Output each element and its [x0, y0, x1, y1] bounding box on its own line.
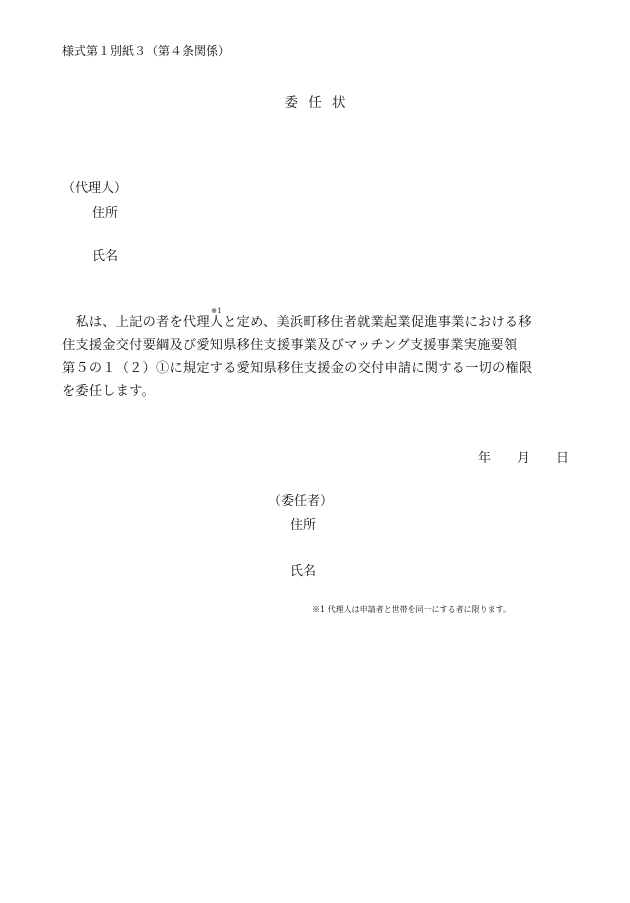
principal-address-label: 住所 — [290, 518, 317, 533]
statement-line-1 — [62, 307, 572, 334]
delegation-statement — [62, 307, 572, 403]
footnote-anchor-char: 人 — [209, 315, 224, 330]
principal-label: （委任者） — [268, 494, 334, 509]
footnote-anchor — [209, 307, 224, 334]
title-char-2: 任 — [308, 95, 322, 111]
agent-name-label: 氏名 — [92, 249, 119, 264]
footnote: ※1 代理人は申請者と世帯を同一にする者に限ります。 — [312, 605, 511, 614]
date-day-label: 日 — [556, 451, 570, 466]
agent-label: （代理人） — [62, 181, 128, 196]
statement-line-1-start: 私は、上記の者を代理 — [75, 315, 210, 330]
date-year-label: 年 — [478, 451, 492, 466]
form-identifier: 様式第１別紙３（第４条関係） — [62, 44, 231, 58]
statement-line-3: 第５の１（２）①に規定する愛知県移住支援金の交付申請に関する一切の権限 — [62, 361, 533, 376]
title-char-1: 委 — [284, 95, 298, 111]
date-field — [478, 447, 569, 466]
document-title — [0, 91, 630, 111]
title-char-3: 状 — [332, 95, 346, 111]
date-month-label: 月 — [517, 451, 531, 466]
statement-line-1-end: と定め、美浜町移住者就業起業促進事業における移 — [223, 315, 532, 330]
statement-line-2: 住支援金交付要綱及び愛知県移住支援事業及びマッチング支援事業実施要領 — [62, 338, 518, 353]
footnote-reference-mark: ※1 — [211, 307, 222, 315]
principal-name-label: 氏名 — [290, 564, 317, 579]
statement-line-4: を委任します。 — [62, 384, 156, 399]
agent-address-label: 住所 — [92, 206, 119, 221]
